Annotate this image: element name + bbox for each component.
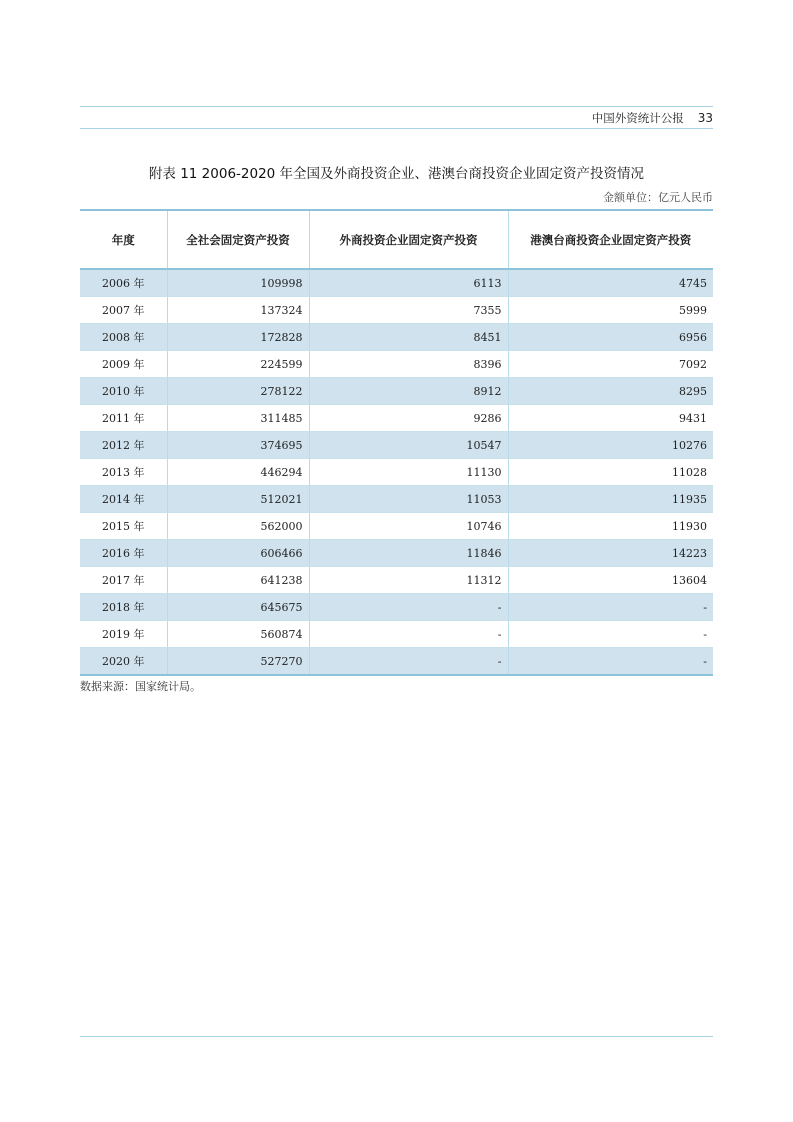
cell-hmt: -	[508, 648, 713, 676]
cell-year: 2008 年	[80, 324, 167, 351]
table-row	[80, 540, 713, 567]
cell-total: 606466	[167, 540, 309, 567]
investment-table	[80, 209, 713, 676]
table-row	[80, 351, 713, 378]
table-title: 附表 11 2006-2020 年全国及外商投资企业、港澳台商投资企业固定资产投资情况	[148, 166, 645, 182]
cell-hmt: -	[508, 594, 713, 621]
publication-title: 中国外资统计公报	[591, 111, 684, 125]
cell-hmt: 6956	[508, 324, 713, 351]
col-header-hmt: 港澳台商投资企业固定资产投资	[508, 210, 713, 269]
table-row	[80, 405, 713, 432]
header-rule-top	[80, 106, 713, 107]
cell-total: 641238	[167, 567, 309, 594]
cell-total: 645675	[167, 594, 309, 621]
cell-year: 2011 年	[80, 405, 167, 432]
table-row	[80, 594, 713, 621]
cell-total: 109998	[167, 269, 309, 297]
cell-year: 2010 年	[80, 378, 167, 405]
cell-total: 562000	[167, 513, 309, 540]
table-row	[80, 513, 713, 540]
cell-total: 172828	[167, 324, 309, 351]
cell-total: 137324	[167, 297, 309, 324]
table-row	[80, 297, 713, 324]
cell-foreign: 8912	[309, 378, 508, 405]
cell-year: 2007 年	[80, 297, 167, 324]
table-row	[80, 324, 713, 351]
cell-foreign: 8451	[309, 324, 508, 351]
table-row	[80, 648, 713, 676]
cell-total: 278122	[167, 378, 309, 405]
cell-hmt: -	[508, 621, 713, 648]
cell-foreign: -	[309, 594, 508, 621]
cell-hmt: 11935	[508, 486, 713, 513]
cell-hmt: 8295	[508, 378, 713, 405]
table-row	[80, 432, 713, 459]
cell-total: 512021	[167, 486, 309, 513]
cell-year: 2020 年	[80, 648, 167, 676]
cell-foreign: 10547	[309, 432, 508, 459]
cell-year: 2013 年	[80, 459, 167, 486]
cell-total: 224599	[167, 351, 309, 378]
cell-hmt: 13604	[508, 567, 713, 594]
cell-hmt: 10276	[508, 432, 713, 459]
cell-foreign: 6113	[309, 269, 508, 297]
page-number: 33	[697, 111, 713, 125]
header-rule-bottom	[80, 128, 713, 129]
table-row	[80, 621, 713, 648]
unit-note: 金额单位：亿元人民币	[603, 191, 713, 204]
cell-year: 2019 年	[80, 621, 167, 648]
cell-foreign: 7355	[309, 297, 508, 324]
cell-year: 2006 年	[80, 269, 167, 297]
table-row	[80, 269, 713, 297]
cell-foreign: 11846	[309, 540, 508, 567]
source-note: 数据来源：国家统计局。	[80, 680, 201, 693]
cell-foreign: 11053	[309, 486, 508, 513]
cell-year: 2009 年	[80, 351, 167, 378]
cell-foreign: 10746	[309, 513, 508, 540]
cell-total: 527270	[167, 648, 309, 676]
cell-year: 2014 年	[80, 486, 167, 513]
cell-total: 311485	[167, 405, 309, 432]
footer-rule	[80, 1036, 713, 1037]
table-row	[80, 486, 713, 513]
col-header-total: 全社会固定资产投资	[167, 210, 309, 269]
cell-total: 560874	[167, 621, 309, 648]
cell-foreign: 9286	[309, 405, 508, 432]
cell-foreign: -	[309, 648, 508, 676]
cell-year: 2017 年	[80, 567, 167, 594]
cell-year: 2012 年	[80, 432, 167, 459]
cell-hmt: 14223	[508, 540, 713, 567]
cell-hmt: 11930	[508, 513, 713, 540]
cell-hmt: 5999	[508, 297, 713, 324]
cell-hmt: 11028	[508, 459, 713, 486]
cell-hmt: 4745	[508, 269, 713, 297]
table-row	[80, 567, 713, 594]
cell-year: 2018 年	[80, 594, 167, 621]
col-header-year: 年度	[80, 210, 167, 269]
table-row	[80, 459, 713, 486]
col-header-foreign: 外商投资企业固定资产投资	[309, 210, 508, 269]
cell-foreign: 11130	[309, 459, 508, 486]
cell-hmt: 9431	[508, 405, 713, 432]
cell-foreign: -	[309, 621, 508, 648]
cell-foreign: 8396	[309, 351, 508, 378]
table-row	[80, 378, 713, 405]
table-header-row	[80, 210, 713, 269]
cell-year: 2016 年	[80, 540, 167, 567]
cell-total: 446294	[167, 459, 309, 486]
running-header	[592, 110, 713, 126]
cell-year: 2015 年	[80, 513, 167, 540]
cell-total: 374695	[167, 432, 309, 459]
cell-hmt: 7092	[508, 351, 713, 378]
cell-foreign: 11312	[309, 567, 508, 594]
